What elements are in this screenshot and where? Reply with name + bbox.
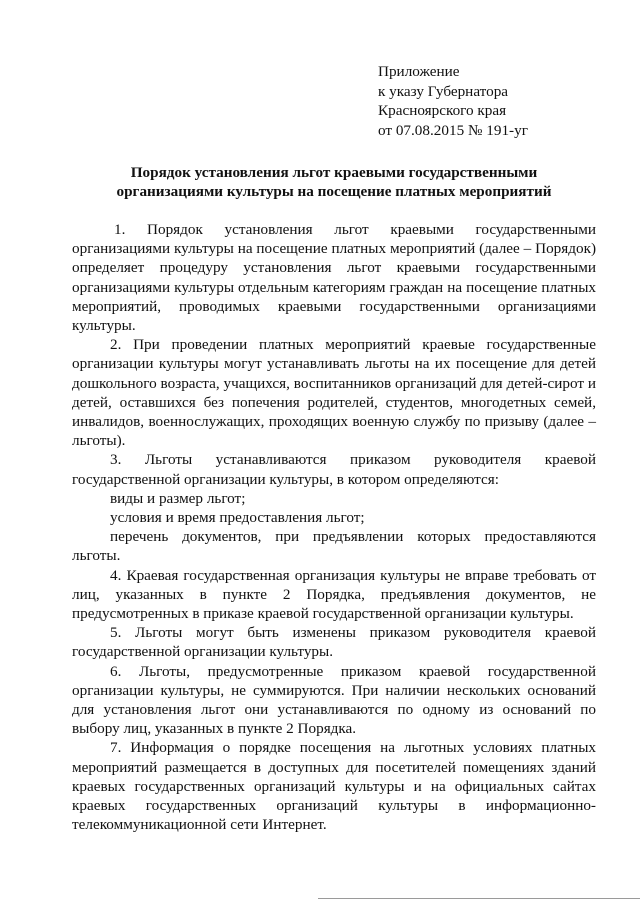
appendix-label: Приложение	[378, 63, 460, 80]
paragraph-3-item-1: виды и размер льгот;	[110, 489, 246, 507]
paragraph-1: 1. Порядок установления льгот краевыми государственными организациями культуры на посещение платных мероприятий (далее – Порядок) определяет процедуру установления льгот краевыми государственными организациями культуры отдельным категориям граждан на посещение платных мероприятий, проводимых краевыми государственными организациями культуры.	[72, 221, 596, 335]
paragraph-3: 3. Льготы устанавливаются приказом руководителя краевой государственной организации культуры, в котором определяются:	[72, 451, 596, 488]
appendix-region: Красноярского края	[378, 102, 507, 119]
document-body	[72, 220, 596, 835]
title-line-2: организациями культуры на посещение платных мероприятий	[116, 182, 552, 200]
paragraph-3-item-3: перечень документов, при предъявлении которых предоставляются льготы.	[72, 528, 596, 565]
paragraph-5: 5. Льготы могут быть изменены приказом руководителя краевой государственной организации культуры.	[72, 624, 596, 661]
paragraph-6: 6. Льготы, предусмотренные приказом краевой государственной организации культуры, не суммируются. При наличии нескольких оснований для установления льгот они устанавливаются по одному из оснований по выбору лиц, указанных в пункте 2 Порядка.	[72, 662, 596, 738]
paragraph-4: 4. Краевая государственная организация культуры не вправе требовать от лиц, указанных в пункте 2 Порядка, предъявления документов, не предусмотренных в приказе краевой государственной организации культуры.	[72, 566, 596, 623]
paragraph-7: 7. Информация о порядке посещения на льготных условиях платных мероприятий размещается в доступных для посетителей помещениях зданий краевых государственных организаций культуры и на официальных сайтах краевых государственных организаций культуры в информационно-телекоммуникационной сети Интернет.	[72, 739, 596, 834]
appendix-decree-ref: к указу Губернатора	[378, 82, 509, 100]
paragraph-3-item-2: условия и время предоставления льгот;	[110, 509, 365, 527]
paragraph-2: 2. При проведении платных мероприятий краевые государственные организации культуры могут устанавливать льготы на их посещение для детей дошкольного возраста, учащихся, воспитанников организаций для детей-сирот и детей, оставшихся без попечения родителей, студентов, многодетных семей, инвалидов, военнослужащих, проходящих военную службу по призыву (далее – льготы).	[72, 336, 596, 450]
document-title	[72, 164, 596, 201]
appendix-date-number: от 07.08.2015 № 191-уг	[378, 121, 528, 139]
title-line-1: Порядок установления льгот краевыми государственными	[130, 164, 538, 181]
scan-edge-line	[318, 898, 640, 899]
appendix-header	[378, 62, 628, 140]
